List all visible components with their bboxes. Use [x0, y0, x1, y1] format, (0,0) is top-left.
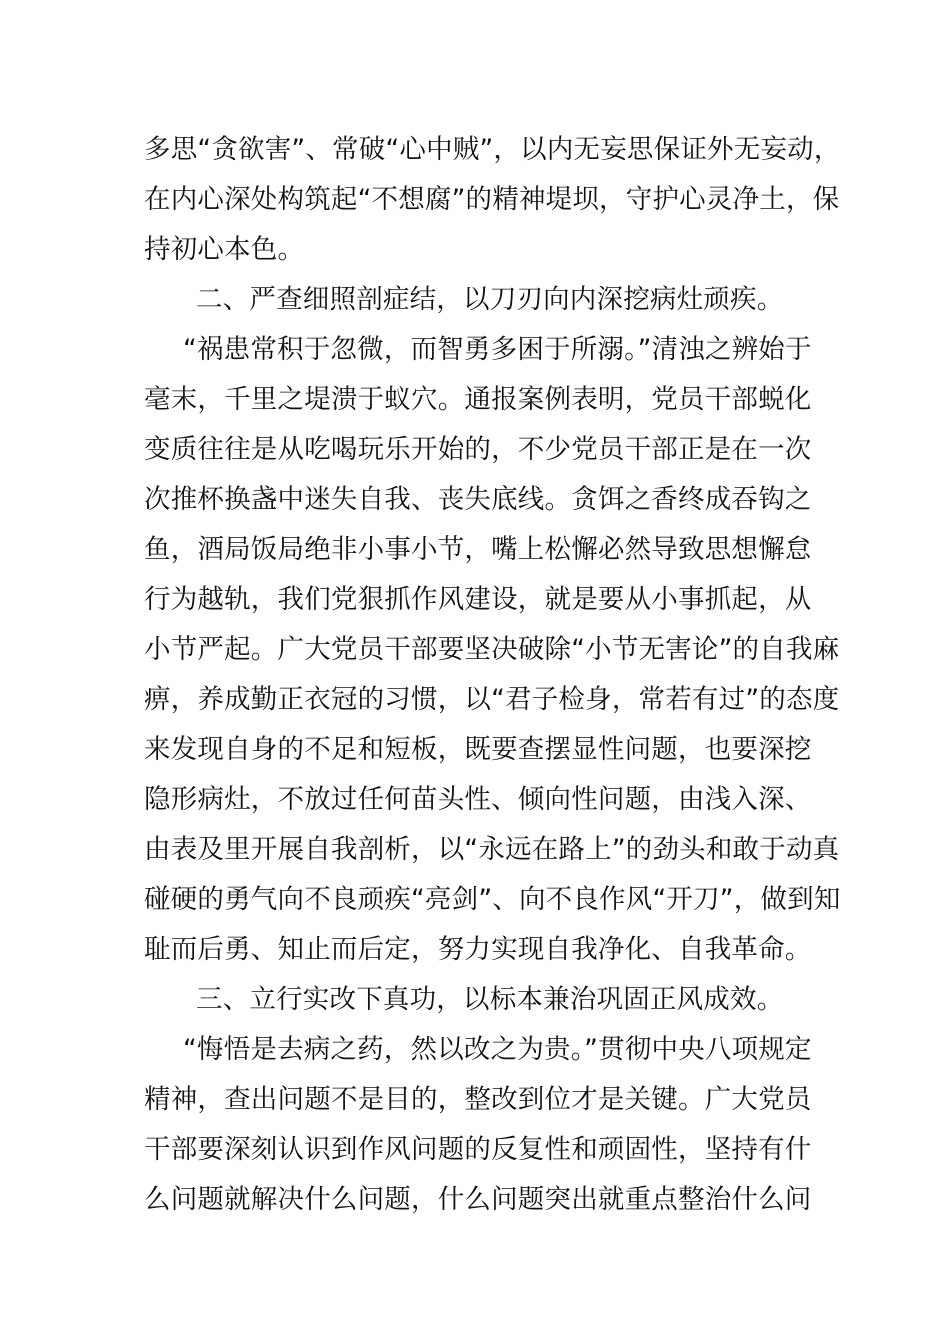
- section-heading: 三、立行实改下真功，以标本兼治巩固正风成效。: [196, 984, 784, 1015]
- text-line: “悔悟是去病之药，然以改之为贵。”贯彻中央八项规定: [183, 1034, 812, 1065]
- text-line: 鱼，酒局饭局绝非小事小节，嘴上松懈必然导致思想懈怠: [144, 534, 812, 565]
- text-line: 精神，查出问题不是目的，整改到位才是关键。广大党员: [144, 1084, 812, 1115]
- text-line: 行为越轨，我们党狠抓作风建设，就是要从小事抓起，从: [144, 584, 812, 615]
- text-line: 耻而后勇、知止而后定，努力实现自我净化、自我革命。: [144, 934, 812, 965]
- text-line: 来发现自身的不足和短板，既要查摆显性问题，也要深挖: [144, 734, 812, 765]
- text-line: 隐形病灶，不放过任何苗头性、倾向性问题，由浅入深、: [144, 784, 812, 815]
- text-line: 由表及里开展自我剖析，以“永远在路上”的劲头和敢于动真: [144, 834, 840, 865]
- text-line: 持初心本色。: [144, 234, 305, 265]
- text-line: 么问题就解决什么问题，什么问题突出就重点整治什么问: [144, 1184, 812, 1215]
- text-line: 次推杯换盏中迷失自我、丧失底线。贪饵之香终成吞钩之: [144, 484, 812, 515]
- section-heading: 二、严查细照剖症结，以刀刃向内深挖病灶顽疾。: [196, 284, 784, 315]
- text-line: 多思“贪欲害”、常破“心中贼”，以内无妄思保证外无妄动，: [144, 134, 841, 165]
- text-line: 干部要深刻认识到作风问题的反复性和顽固性，坚持有什: [144, 1134, 812, 1165]
- text-line: “祸患常积于忽微，而智勇多困于所溺。”清浊之辨始于: [183, 334, 812, 365]
- text-line: 毫末，千里之堤溃于蚁穴。通报案例表明，党员干部蜕化: [144, 384, 812, 415]
- text-line: 痹，养成勤正衣冠的习惯，以“君子检身，常若有过”的态度: [144, 684, 840, 715]
- text-line: 小节严起。广大党员干部要坚决破除“小节无害论”的自我麻: [144, 634, 840, 665]
- text-line: 在内心深处构筑起“不想腐”的精神堤坝，守护心灵净土，保: [144, 184, 840, 215]
- text-line: 碰硬的勇气向不良顽疾“亮剑”、向不良作风“开刀”，做到知: [144, 884, 841, 915]
- text-line: 变质往往是从吃喝玩乐开始的，不少党员干部正是在一次: [144, 434, 812, 465]
